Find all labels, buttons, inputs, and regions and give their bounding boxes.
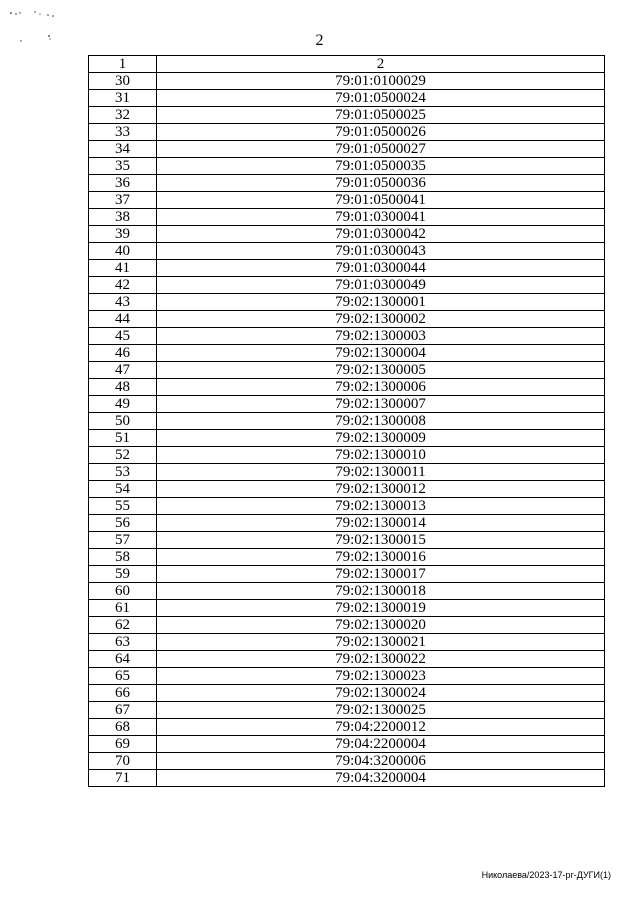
row-index-cell: 47 [89,362,157,379]
table-row [89,107,605,124]
row-index-cell: 35 [89,158,157,175]
table-row [89,447,605,464]
table-header-row [89,56,605,73]
table-row [89,260,605,277]
cadastral-number-cell: 79:02:1300001 [157,294,605,311]
row-index-cell: 68 [89,719,157,736]
cadastral-number-cell: 79:01:0100029 [157,73,605,90]
cadastral-number-cell: 79:02:1300002 [157,311,605,328]
header-cell-index: 1 [89,56,157,73]
table-row [89,175,605,192]
table-row [89,566,605,583]
cadastral-number-cell: 79:02:1300015 [157,532,605,549]
cadastral-numbers-table [88,55,605,787]
row-index-cell: 48 [89,379,157,396]
table-row [89,311,605,328]
row-index-cell: 57 [89,532,157,549]
table-row [89,702,605,719]
cadastral-number-cell: 79:01:0500035 [157,158,605,175]
row-index-cell: 32 [89,107,157,124]
cadastral-number-cell: 79:01:0500041 [157,192,605,209]
row-index-cell: 41 [89,260,157,277]
table-row [89,515,605,532]
row-index-cell: 40 [89,243,157,260]
table-row [89,668,605,685]
table-row [89,770,605,787]
table-row [89,362,605,379]
row-index-cell: 58 [89,549,157,566]
cadastral-number-cell: 79:02:1300007 [157,396,605,413]
row-index-cell: 46 [89,345,157,362]
row-index-cell: 31 [89,90,157,107]
table-row [89,209,605,226]
table-row [89,90,605,107]
row-index-cell: 30 [89,73,157,90]
row-index-cell: 65 [89,668,157,685]
cadastral-number-cell: 79:02:1300022 [157,651,605,668]
row-index-cell: 64 [89,651,157,668]
cadastral-number-cell: 79:01:0300042 [157,226,605,243]
cadastral-number-cell: 79:02:1300018 [157,583,605,600]
cadastral-number-cell: 79:02:1300023 [157,668,605,685]
table-row [89,549,605,566]
table-row [89,345,605,362]
table-row [89,328,605,345]
table-row [89,753,605,770]
table-row [89,243,605,260]
table-row [89,617,605,634]
table-row [89,634,605,651]
row-index-cell: 52 [89,447,157,464]
table-row [89,396,605,413]
row-index-cell: 42 [89,277,157,294]
cadastral-number-cell: 79:02:1300019 [157,600,605,617]
row-index-cell: 62 [89,617,157,634]
cadastral-number-cell: 79:01:0500036 [157,175,605,192]
row-index-cell: 70 [89,753,157,770]
row-index-cell: 45 [89,328,157,345]
cadastral-number-cell: 79:02:1300006 [157,379,605,396]
row-index-cell: 69 [89,736,157,753]
table-row [89,464,605,481]
cadastral-number-cell: 79:04:2200004 [157,736,605,753]
row-index-cell: 49 [89,396,157,413]
cadastral-number-cell: 79:01:0300043 [157,243,605,260]
cadastral-number-cell: 79:02:1300012 [157,481,605,498]
cadastral-number-cell: 79:02:1300003 [157,328,605,345]
row-index-cell: 61 [89,600,157,617]
table-row [89,294,605,311]
cadastral-number-cell: 79:02:1300011 [157,464,605,481]
table-row [89,73,605,90]
page-number: 2 [315,32,324,49]
table-row [89,532,605,549]
table-row [89,685,605,702]
row-index-cell: 36 [89,175,157,192]
row-index-cell: 55 [89,498,157,515]
row-index-cell: 44 [89,311,157,328]
table-row [89,226,605,243]
row-index-cell: 59 [89,566,157,583]
cadastral-number-cell: 79:02:1300013 [157,498,605,515]
cadastral-number-cell: 79:02:1300005 [157,362,605,379]
row-index-cell: 54 [89,481,157,498]
cadastral-number-cell: 79:01:0500027 [157,141,605,158]
row-index-cell: 34 [89,141,157,158]
table-row [89,583,605,600]
cadastral-number-cell: 79:01:0300044 [157,260,605,277]
table-row [89,277,605,294]
row-index-cell: 71 [89,770,157,787]
cadastral-number-cell: 79:02:1300025 [157,702,605,719]
cadastral-number-cell: 79:01:0500024 [157,90,605,107]
cadastral-number-cell: 79:02:1300021 [157,634,605,651]
cadastral-number-cell: 79:02:1300010 [157,447,605,464]
table-row [89,141,605,158]
cadastral-number-cell: 79:04:2200012 [157,719,605,736]
row-index-cell: 37 [89,192,157,209]
cadastral-number-cell: 79:02:1300014 [157,515,605,532]
table-row [89,192,605,209]
document-reference: Николаева/2023-17-рг-ДУГИ(1) [481,870,611,880]
table-row [89,379,605,396]
cadastral-number-cell: 79:01:0500025 [157,107,605,124]
table-row [89,719,605,736]
table-row [89,158,605,175]
row-index-cell: 50 [89,413,157,430]
row-index-cell: 63 [89,634,157,651]
row-index-cell: 53 [89,464,157,481]
cadastral-number-cell: 79:01:0500026 [157,124,605,141]
table-row [89,430,605,447]
table-row [89,481,605,498]
cadastral-number-cell: 79:04:3200004 [157,770,605,787]
table-row [89,736,605,753]
row-index-cell: 43 [89,294,157,311]
header-cell-cadastral-number: 2 [157,56,605,73]
table-row [89,413,605,430]
cadastral-number-cell: 79:01:0300049 [157,277,605,294]
table-row [89,651,605,668]
table-row [89,600,605,617]
cadastral-number-cell: 79:02:1300009 [157,430,605,447]
table-row [89,498,605,515]
cadastral-number-cell: 79:02:1300016 [157,549,605,566]
row-index-cell: 38 [89,209,157,226]
row-index-cell: 39 [89,226,157,243]
cadastral-number-cell: 79:02:1300008 [157,413,605,430]
row-index-cell: 67 [89,702,157,719]
row-index-cell: 56 [89,515,157,532]
cadastral-number-cell: 79:02:1300004 [157,345,605,362]
row-index-cell: 60 [89,583,157,600]
row-index-cell: 33 [89,124,157,141]
cadastral-number-cell: 79:02:1300020 [157,617,605,634]
row-index-cell: 51 [89,430,157,447]
table-row [89,124,605,141]
cadastral-number-cell: 79:01:0300041 [157,209,605,226]
row-index-cell: 66 [89,685,157,702]
cadastral-number-cell: 79:02:1300017 [157,566,605,583]
cadastral-number-cell: 79:02:1300024 [157,685,605,702]
cadastral-number-cell: 79:04:3200006 [157,753,605,770]
